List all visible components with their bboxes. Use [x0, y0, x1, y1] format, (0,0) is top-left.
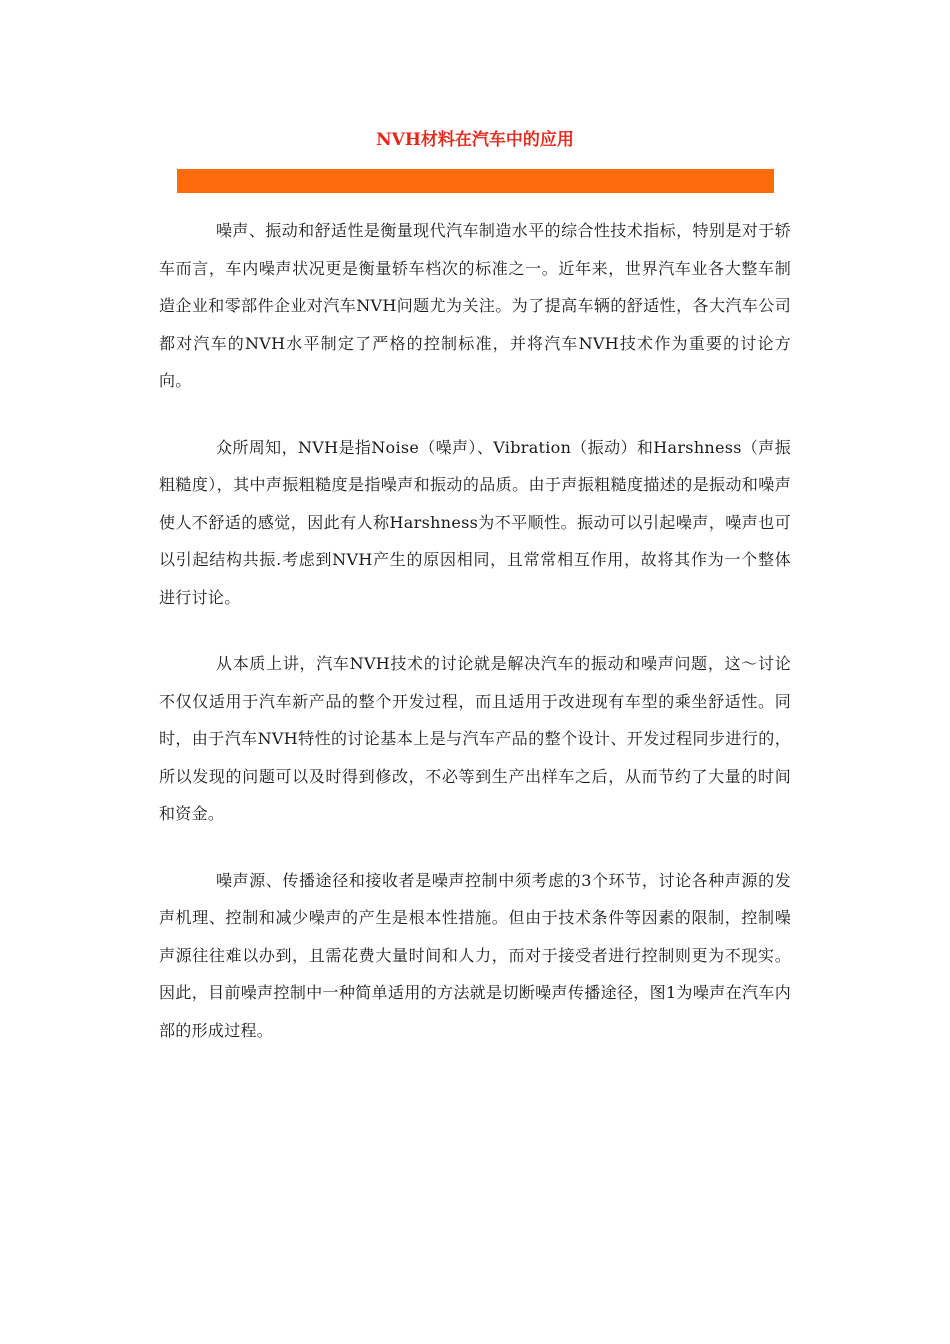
paragraph-3: 从本质上讲，汽车NVH技术的讨论就是解决汽车的振动和噪声问题，这～讨论不仅仅适用于汽车新产品的整个开发过程，而且适用于改进现有车型的乘坐舒适性。同时，由于汽车NVH特性的讨论基本上是与汽车产品的整个设计、开发过程同步进行的，所以发现的问题可以及时得到修改，不必等到生产出样车之后，从而节约了大量的时间和资金。 [159, 654, 791, 823]
paragraph-1: 噪声、振动和舒适性是衡量现代汽车制造水平的综合性技术指标，特别是对于轿车而言，车内噪声状况更是衡量轿车档次的标准之一。近年来，世界汽车业各大整车制造企业和零部件企业对汽车NVH问题尤为关注。为了提高车辆的舒适性，各大汽车公司都对汽车的NVH水平制定了严格的控制标准，并将汽车NVH技术作为重要的讨论方向。 [159, 221, 791, 390]
title-divider-bar [177, 169, 774, 193]
document-body [159, 212, 791, 1078]
paragraph-4: 噪声源、传播途径和接收者是噪声控制中须考虑的3个环节，讨论各种声源的发声机理、控制和减少噪声的产生是根本性措施。但由于技术条件等因素的限制，控制噪声源往往难以办到，且需花费大量时间和人力，而对于接受者进行控制则更为不现实。因此，目前噪声控制中一种简单适用的方法就是切断噪声传播途径，图1为噪声在汽车内部的形成过程。 [159, 870, 791, 1040]
document-title: NVH材料在汽车中的应用 [376, 130, 574, 150]
paragraph-2: 众所周知，NVH是指Noise（噪声）、Vibration（振动）和Harshness（声振粗糙度），其中声振粗糙度是指噪声和振动的品质。由于声振粗糙度描述的是振动和噪声使人不舒适的感觉，因此有人称Harshness为不平顺性。振动可以引起噪声，噪声也可以引起结构共振.考虑到NVH产生的原因相同，且常常相互作用，故将其作为一个整体进行讨论。 [159, 437, 791, 607]
